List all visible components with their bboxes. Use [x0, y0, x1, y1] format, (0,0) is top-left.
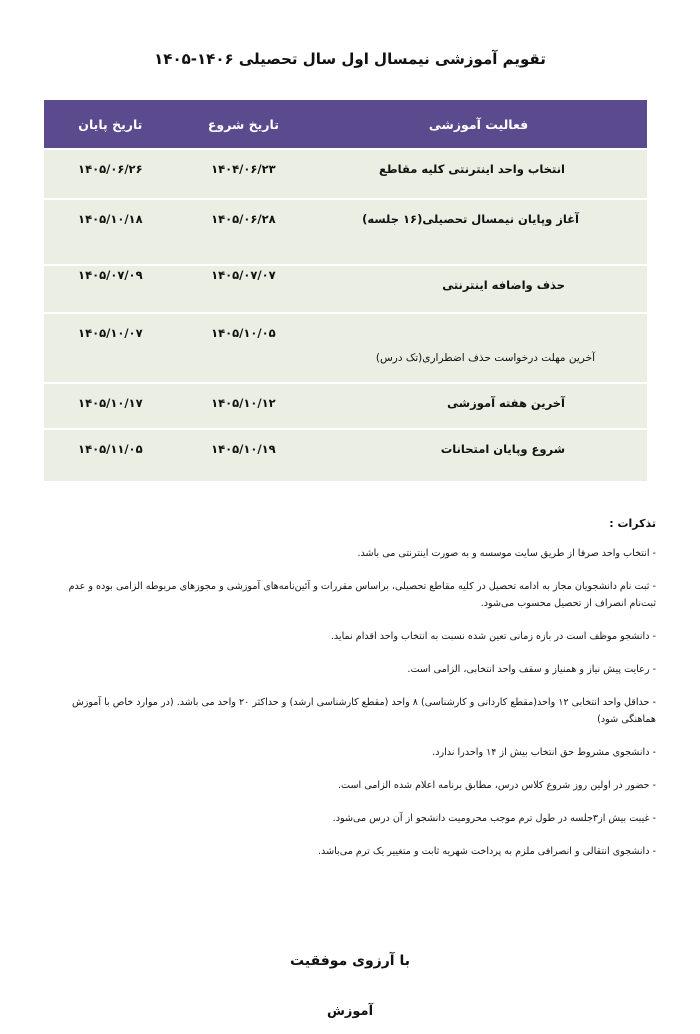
table-row — [44, 199, 647, 265]
table-row — [44, 265, 647, 313]
closing-wish: با آرزوی موفقیت — [290, 953, 410, 969]
end-date-cell: ۱۴۰۵/۱۰/۱۸ — [78, 212, 143, 226]
activity-cell: انتخاب واحد اینترنتی کلیه مقاطع — [378, 162, 565, 176]
activity-cell: شروع وپایان امتحانات — [440, 442, 565, 456]
start-date-cell: ۱۴۰۵/۱۰/۱۹ — [211, 442, 276, 456]
start-date-cell: ۱۴۰۵/۰۷/۰۷ — [211, 268, 276, 282]
notes-section — [44, 515, 656, 876]
header-start-date: تاریخ شروع — [177, 100, 310, 149]
department-signature: آموزش — [326, 1004, 374, 1019]
activity-cell: حذف واضافه اینترنتی — [442, 278, 565, 292]
header-activity: فعالیت آموزشی — [310, 100, 647, 149]
note-item: - دانشجوی مشروط حق انتخاب بیش از ۱۴ واحدرا ندارد. — [432, 747, 656, 758]
table-row — [44, 383, 647, 429]
note-item: - انتخاب واحد صرفا از طریق سایت موسسه و به صورت اینترنتی می باشد. — [357, 548, 656, 559]
note-item: - دانشجوی انتقالی و انصرافی ملزم به پرداخت شهریه ثابت و متغییر یک ترم می‌باشد. — [318, 846, 656, 857]
note-item: - ثبت نام دانشجویان مجاز به ادامه تحصیل در کلیه مقاطع تحصیلی، براساس مقررات و آئین‌نامه‌های آموزشی و مجوزهای مربوطه الزامی بوده و عدم ثبت‌نام انصراف از تحصیل محسوب می‌شود. — [68, 581, 656, 609]
note-item: - رعایت پیش نیاز و همنیاز و سقف واحد انتخابی، الزامی است. — [407, 664, 656, 675]
header-end-date: تاریخ پایان — [44, 100, 177, 149]
end-date-cell: ۱۴۰۵/۱۱/۰۵ — [78, 442, 143, 456]
table-row — [44, 429, 647, 481]
end-date-cell: ۱۴۰۵/۰۷/۰۹ — [78, 268, 143, 282]
activity-cell: آخرین هفته آموزشی — [447, 396, 565, 410]
end-date-cell: ۱۴۰۵/۱۰/۱۷ — [78, 396, 143, 410]
note-item: - دانشجو موظف است در بازه زمانی تعین شده نسبت به انتخاب واحد اقدام نماید. — [330, 631, 656, 642]
activity-cell: آغاز وپایان نیمسال تحصیلی(۱۶ جلسه) — [362, 212, 579, 226]
activity-cell: آخرین مهلت درخواست حذف اضطراری(تک درس) — [375, 352, 595, 364]
start-date-cell: ۱۴۰۵/۱۰/۱۲ — [211, 396, 276, 410]
note-item: - غیبت بیش از۳جلسه در طول ترم موجب محرومیت دانشجو از آن درس می‌شود. — [332, 813, 656, 824]
table-row — [44, 313, 647, 383]
start-date-cell: ۱۴۰۵/۰۶/۲۸ — [211, 212, 276, 226]
end-date-cell: ۱۴۰۵/۱۰/۰۷ — [78, 326, 143, 340]
note-item: - حداقل واحد انتخابی ۱۲ واحد(مقطع کاردانی و کارشناسی) ۸ واحد (مقطع کارشناسی ارشد) و حداکثر ۲۰ واحد می باشد. (در موارد خاص با آموزش هماهنگی شود) — [71, 697, 656, 725]
table-row — [44, 149, 647, 199]
table-header-row — [44, 100, 647, 149]
note-item: - حضور در اولین روز شروع کلاس درس، مطابق برنامه اعلام شده الزامی است. — [337, 780, 656, 791]
start-date-cell: ۱۴۰۵/۱۰/۰۵ — [211, 326, 276, 340]
page-title: تقویم آموزشی نیمسال اول سال تحصیلی ۱۴۰۶-۱۴۰۵ — [154, 50, 546, 68]
notes-heading: تذکرات : — [609, 517, 656, 530]
academic-calendar-table — [44, 100, 647, 481]
start-date-cell: ۱۴۰۴/۰۶/۲۳ — [211, 162, 276, 176]
end-date-cell: ۱۴۰۵/۰۶/۲۶ — [78, 162, 143, 176]
